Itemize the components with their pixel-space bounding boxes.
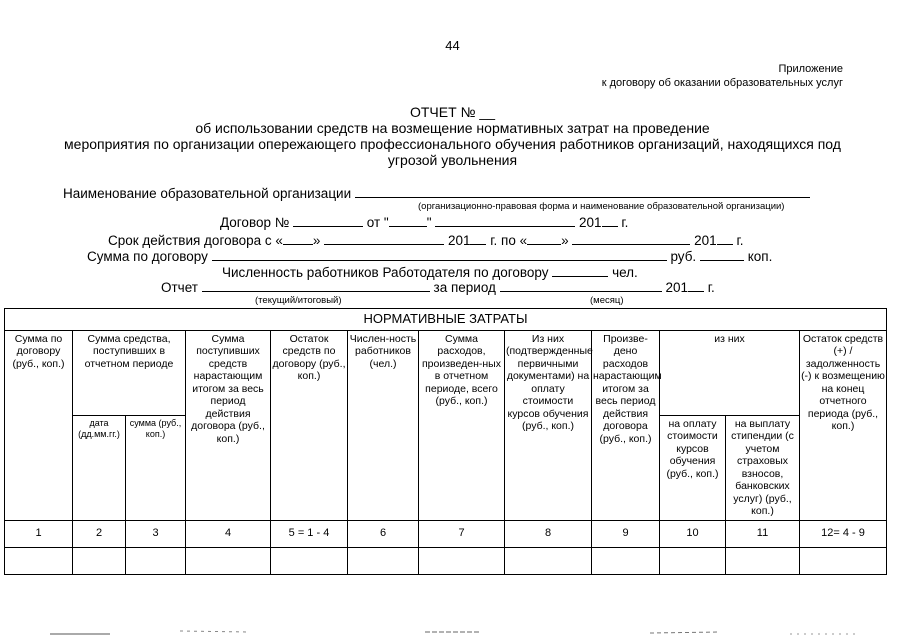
validity-from-close: » xyxy=(312,233,321,248)
col-header-10-11-group: из них xyxy=(660,330,800,415)
title-line-2: об использовании средств на возмещение нормативных затрат на проведение xyxy=(195,120,710,136)
org-name-blank xyxy=(355,185,810,198)
table-cell[interactable] xyxy=(348,547,419,574)
column-number: 7 xyxy=(419,520,505,547)
kop-label: коп. xyxy=(747,249,773,264)
column-number: 10 xyxy=(660,520,726,547)
appendix-line-1: Приложение xyxy=(778,63,843,75)
appendix-note xyxy=(602,62,843,90)
column-number: 8 xyxy=(505,520,592,547)
data-row-empty xyxy=(5,547,887,574)
scan-artifacts xyxy=(0,628,905,636)
table-cell[interactable] xyxy=(186,547,271,574)
document-title xyxy=(0,104,905,168)
column-number: 4 xyxy=(186,520,271,547)
validity-to-year-prefix: 201 xyxy=(694,233,717,248)
column-number: 11 xyxy=(726,520,800,547)
normative-costs-title: НОРМАТИВНЫЕ ЗАТРАТЫ xyxy=(5,309,887,331)
contract-year-blank xyxy=(602,214,618,227)
validity-to-label: г. по « xyxy=(490,233,528,248)
validity-from-month-blank xyxy=(324,232,444,245)
table-cell[interactable] xyxy=(419,547,505,574)
org-name-label: Наименование образовательной организации xyxy=(63,186,352,201)
column-number: 9 xyxy=(592,520,660,547)
period-year-suffix: г. xyxy=(707,280,715,295)
col-header-4: Сумма поступивших средств нарастающим итогом за весь период действия договора (руб., коп.) xyxy=(186,330,271,520)
contract-quote-close: " xyxy=(426,215,432,230)
table-cell[interactable] xyxy=(73,547,126,574)
employees-blank xyxy=(552,264,608,277)
column-number: 3 xyxy=(126,520,186,547)
col-header-11: на выплату стипендии (с учетом страховых взносов, банковских услуг) (руб., коп.) xyxy=(726,415,800,520)
validity-row xyxy=(108,232,743,248)
report-label: Отчет xyxy=(161,280,198,295)
contract-label: Договор № xyxy=(220,215,290,230)
period-hint: (месяц) xyxy=(590,295,624,306)
report-type-hint: (текущий/итоговый) xyxy=(255,295,342,306)
table-cell[interactable] xyxy=(726,547,800,574)
table-cell[interactable] xyxy=(505,547,592,574)
col-header-6: Числен-ность работников (чел.) xyxy=(348,330,419,520)
contract-sum-kop-blank xyxy=(700,248,744,261)
contract-row xyxy=(220,214,628,230)
validity-from-year-prefix: 201 xyxy=(447,233,471,248)
contract-day-blank xyxy=(389,214,427,227)
contract-year-suffix: г. xyxy=(621,215,629,230)
contract-number-blank xyxy=(293,214,363,227)
title-line-1: ОТЧЕТ № __ xyxy=(409,104,496,120)
col-header-1: Сумма по договору (руб., коп.) xyxy=(5,330,73,520)
col-header-10: на оплату стоимости курсов обучения (руб., коп.) xyxy=(660,415,726,520)
col-header-2-3-group: Сумма средства, поступивших в отчетном периоде xyxy=(73,330,186,415)
validity-from-year-blank xyxy=(470,232,486,245)
employees-row xyxy=(222,264,638,280)
column-number: 2 xyxy=(73,520,126,547)
validity-from-day-blank xyxy=(283,232,313,245)
page-number: 44 xyxy=(445,38,460,53)
employees-label: Численность работников Работодателя по договору xyxy=(222,265,549,280)
appendix-line-2: к договору об оказании образовательных услуг xyxy=(601,77,843,89)
table-cell[interactable] xyxy=(126,547,186,574)
rub-label: руб. xyxy=(670,249,697,264)
col-header-3: сумма (руб., коп.) xyxy=(126,415,186,520)
col-header-5: Остаток средств по договору (руб., коп.) xyxy=(271,330,348,520)
col-header-8: Из них (подтвержденные первичными документами) на оплату стоимости курсов обучения (руб., коп.) xyxy=(505,330,592,520)
normative-costs-table xyxy=(4,308,887,575)
org-name-row xyxy=(63,185,810,201)
org-name-hint: (организационно-правовая форма и наименование образовательной организации) xyxy=(418,201,785,212)
table-cell[interactable] xyxy=(660,547,726,574)
contract-from-label: от " xyxy=(366,215,389,230)
col-header-9: Произве-дено расходов нарастающим итогом за весь период действия договора (руб., коп.) xyxy=(592,330,660,520)
col-header-7: Сумма расходов, произведен-ных в отчетном периоде, всего (руб., коп.) xyxy=(419,330,505,520)
period-month-blank xyxy=(500,279,662,292)
persons-label: чел. xyxy=(612,265,638,280)
validity-to-month-blank xyxy=(572,232,690,245)
validity-label: Срок действия договора с « xyxy=(108,233,283,248)
validity-to-year-suffix: г. xyxy=(736,233,744,248)
validity-to-year-blank xyxy=(717,232,733,245)
report-type-blank xyxy=(202,279,430,292)
contract-month-blank xyxy=(435,214,575,227)
validity-to-close: » xyxy=(561,233,569,248)
title-line-3: мероприятия по организации опережающего профессионального обучения работников организаций, находящихся под xyxy=(64,136,841,152)
report-row xyxy=(161,279,715,295)
table-cell[interactable] xyxy=(800,547,887,574)
column-number: 12= 4 - 9 xyxy=(800,520,887,547)
contract-sum-row xyxy=(87,248,772,264)
period-year-prefix: 201 xyxy=(665,280,688,295)
table-cell[interactable] xyxy=(271,547,348,574)
column-number: 1 xyxy=(5,520,73,547)
validity-to-day-blank xyxy=(527,232,561,245)
column-number: 5 = 1 - 4 xyxy=(271,520,348,547)
table-cell[interactable] xyxy=(5,547,73,574)
contract-sum-label: Сумма по договору xyxy=(87,249,208,264)
title-line-4: угрозой увольнения xyxy=(387,152,518,168)
period-label: за период xyxy=(433,280,496,295)
contract-sum-rub-blank xyxy=(212,248,667,261)
table-cell[interactable] xyxy=(592,547,660,574)
col-header-12: Остаток средств (+) / задолженность (-) к возмещению на конец отчетного периода (руб., коп.) xyxy=(800,330,887,520)
column-numbers-row xyxy=(5,520,887,547)
col-header-2: дата (дд.мм.гг.) xyxy=(73,415,126,520)
contract-year-prefix: 201 xyxy=(579,215,602,230)
period-year-blank xyxy=(688,279,704,292)
column-number: 6 xyxy=(348,520,419,547)
